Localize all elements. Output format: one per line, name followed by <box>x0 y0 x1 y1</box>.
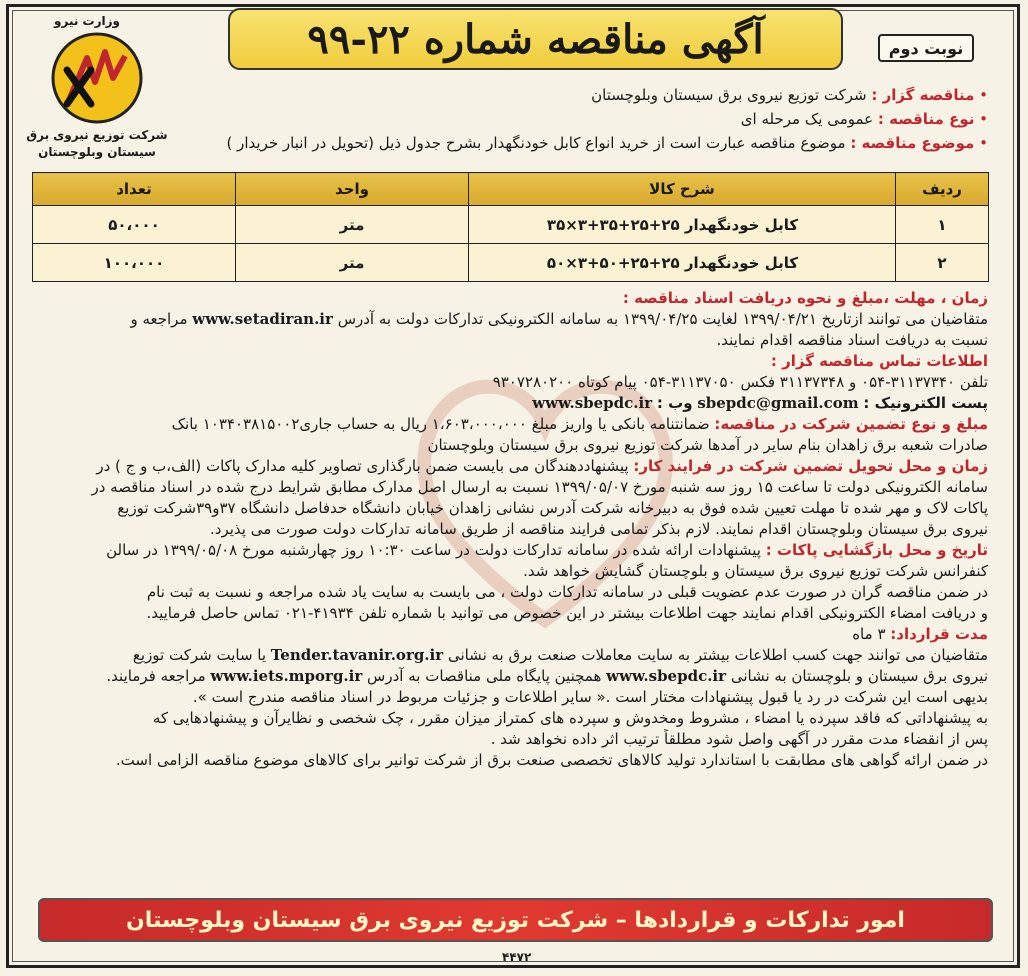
duration-value: ۳ ماه <box>852 625 886 643</box>
subject-value: موضوع مناقصه عبارت است از خرید انواع کابل خودنگهدار بشرح جدول ذیل (تحویل در انبار خریدار ) <box>226 134 846 152</box>
header-unit: واحد <box>236 173 469 206</box>
note-text-3: پس از انقضاء مدت مقرر در آگهی واصل شود مطلقاً ترتیب اثر داده نخواهد شد . <box>490 730 988 748</box>
email-link[interactable]: sbepdc@gmail.com <box>697 394 859 412</box>
items-table <box>32 172 989 282</box>
table-row <box>33 206 989 244</box>
more-info-text-2b: همچنین پایگاه ملی مناقصات به آدرس <box>367 667 602 685</box>
ministry-label: وزارت نیرو <box>54 14 120 28</box>
type-line: • نوع مناقصه : عمومی یک مرحله ای <box>740 110 988 128</box>
contact-phones: تلفن ۳۱۱۳۷۳۴۰-۰۵۴ و ۳۱۱۳۷۳۴۸ فکس ۳۱۱۳۷۰۵۰-۰۵۴ پیام کوتاه ۹۳۰۷۲۸۰۲۰۰ <box>492 373 988 391</box>
organizer-line: • مناقصه گزار : شرکت توزیع نیروی برق سیستان وبلوچستان <box>591 86 988 104</box>
guarantee-label: مبلغ و نوع تضمین شرکت در مناقصه: <box>714 415 988 433</box>
delivery-text-2: سامانه الکترونیکی دولت تا ساعت ۱۵ روز سه شنبه مورخ ۱۳۹۹/۰۵/۰۷ نسبت به ارسال اصل مدارک مطابق شرایط درج شده در اسناد مناقصه در <box>91 478 988 496</box>
type-label: نوع مناقصه : <box>877 110 975 128</box>
opening-text-2: کنفرانس شرکت توزیع نیروی برق سیستان و بلوچستان گشایش خواهد شد. <box>523 562 988 580</box>
contact-label: اطلاعات تماس مناقصه گزار : <box>770 352 988 370</box>
delivery-text: پیشنهاددهندگان می بایست ضمن بارگذاری تصاویر کلیه مدارک پاکات (الف،ب و ج ) در <box>96 457 629 475</box>
round-badge: نوبت دوم <box>878 34 974 62</box>
company-logo <box>22 14 172 170</box>
power-logo-icon <box>47 30 147 126</box>
cell-unit: متر <box>236 206 469 244</box>
type-value: عمومی یک مرحله ای <box>740 110 874 128</box>
note-text-1: بدیهی است این شرکت در رد یا قبول پیشنهادات مختار است .« سایر اطلاعات و جزئیات مربوط در اسناد مناقصه مندرج است ». <box>192 688 988 706</box>
organizer-label: مناقصه گزار : <box>871 86 975 104</box>
subject-line: • موضوع مناقصه : موضوع مناقصه عبارت است از خرید انواع کابل خودنگهدار بشرح جدول ذیل (تحویل در انبار خریدار ) <box>226 134 988 152</box>
time-text: متقاضیان می توانند ازتاریخ ۱۳۹۹/۰۴/۲۱ لغایت ۱۳۹۹/۰۴/۲۵ به سامانه الکترونیکی تدارکات دولت به آدرس <box>337 310 988 328</box>
setadiran-link[interactable]: www.setadiran.ir <box>192 310 333 328</box>
note-text-4: در ضمن ارائه گواهی های مطابقت با استاندارد تولید کالاهای تخصصی صنعت برق از شرکت توانیر برای کالاهای موضوع مناقصه الزامی است. <box>115 751 988 769</box>
time-text-end: مراجعه و <box>130 310 188 328</box>
cell-unit: متر <box>236 244 469 282</box>
more-info-text-b: یا سایت شرکت توزیع <box>132 646 267 664</box>
logo-caption-2: سیستان وبلوچستان <box>38 145 156 159</box>
tender-body <box>34 288 988 771</box>
cell-description: کابل خودنگهدار ۲۵+۲۵+۵۰+۳×۵۰ <box>469 244 896 282</box>
note-text-2: به پیشنهاداتی که فاقد سپرده یا امضاء ، مشروط ومخدوش و سپرده های کمتراز میزان مقرر ، چک شخصی و نظایرآن و پیشنهادهایی که <box>152 709 988 727</box>
sbepdc-link[interactable]: www.sbepdc.ir <box>606 667 727 685</box>
more-info-text-2: نیروی برق سیستان و بلوچستان به نشانی <box>730 667 988 685</box>
duration-label: مدت قرارداد: <box>890 625 988 643</box>
more-info-text-2c: مراجعه فرمایند. <box>106 667 206 685</box>
cell-row-number: ۲ <box>896 244 989 282</box>
page-title: آگهی مناقصه شماره ۲۲-۹۹ <box>228 8 843 70</box>
guarantee-text-2: صادرات شعبه برق زاهدان بنام سایر در آمدها شرکت توزیع نیروی برق سیستان وبلوچستان <box>427 436 988 454</box>
header-description: شرح کالا <box>469 173 896 206</box>
email-label: پست الکترونیک : <box>863 394 988 412</box>
cell-quantity: ۵۰،۰۰۰ <box>33 206 236 244</box>
registration-text-2: و دریافت امضاء الکترونیکی اقدام نمایند جهت اطلاعات بیشتر در این خصوص می توانید با شماره تلفن ۴۱۹۳۴-۰۲۱ تماس حاصل فرمایید. <box>146 604 988 622</box>
delivery-text-4: نیروی برق سیستان وبلوچستان اقدام نمایند. لازم بذکر تمامی فرایند مناقصه از طریق سامانه تدارکات دولت صورت می پذیرد. <box>210 520 988 538</box>
time-text-2: نسبت به دریافت اسناد مناقصه اقدام نمایند. <box>716 331 988 349</box>
footer-banner: امور تدارکات و قراردادها – شرکت توزیع نیروی برق سیستان وبلوچستان <box>38 898 993 942</box>
more-info-text: متقاضیان می توانند جهت کسب اطلاعات بیشتر به سایت معاملات صنعت برق به نشانی <box>447 646 988 664</box>
time-label: زمان ، مهلت ،مبلغ و نحوه دریافت اسناد مناقصه : <box>622 289 988 307</box>
registration-text: در ضمن مناقصه گران در صورت عدم عضویت قبلی در سامانه تدارکات دولت ، می بایست به سایت یاد شده مراجعه و نسبت به ثبت نام <box>146 583 988 601</box>
table-row <box>33 244 989 282</box>
logo-caption-1: شرکت توزیع نیروی برق <box>26 128 168 142</box>
iets-link[interactable]: www.iets.mporg.ir <box>210 667 363 685</box>
subject-label: موضوع مناقصه : <box>850 134 975 152</box>
organizer-value: شرکت توزیع نیروی برق سیستان وبلوچستان <box>591 86 867 104</box>
cell-description: کابل خودنگهدار ۲۵+۲۵+۳۵+۳×۳۵ <box>469 206 896 244</box>
guarantee-text: ضمانتنامه بانکی یا واریز مبلغ ۱،۶۰۳،۰۰۰،۰۰۰ ریال به حساب جاری۱۰۳۴۰۳۸۱۵۰۰۲ بانک <box>171 415 710 433</box>
header-quantity: تعداد <box>33 173 236 206</box>
web-label: وب : <box>656 394 693 412</box>
opening-label: تاریخ و محل بازگشایی پاکات : <box>765 541 988 559</box>
header-row-number: ردیف <box>896 173 989 206</box>
delivery-label: زمان و محل تحویل تضمین شرکت در فرایند کار: <box>633 457 988 475</box>
delivery-text-3: پاکات لاک و مهر شده تا مهلت تعیین شده فوق به دبیرخانه شرکت آدرس نشانی زاهدان خیابان دانشگاه حدفاصل دانشگاه ۳۷و۳۹شرکت توزیع <box>117 499 988 517</box>
tender-tavanir-link[interactable]: Tender.tavanir.org.ir <box>270 646 444 664</box>
cell-quantity: ۱۰۰،۰۰۰ <box>33 244 236 282</box>
cell-row-number: ۱ <box>896 206 989 244</box>
page-number: ۴۴۷۲ <box>502 950 532 964</box>
website-link[interactable]: www.sbepdc.ir <box>532 394 653 412</box>
opening-text: پیشنهادات ارائه شده در سامانه تدارکات دولت در ساعت ۱۰:۳۰ روز چهارشنبه مورخ ۱۳۹۹/۰۵/۰۸ در سالن <box>106 541 761 559</box>
